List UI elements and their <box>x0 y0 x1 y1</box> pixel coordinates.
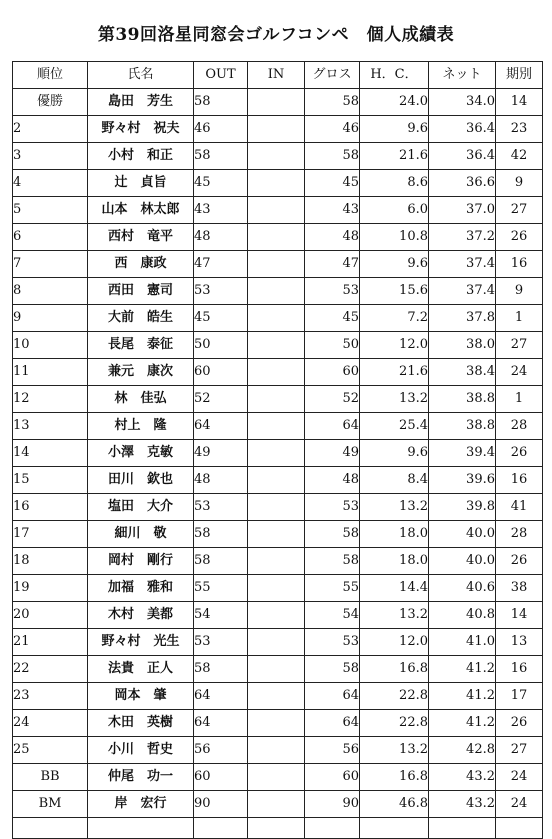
term-cell: 42 <box>496 143 543 170</box>
hc-cell: 8.6 <box>360 170 429 197</box>
hc-cell: 25.4 <box>360 413 429 440</box>
gross-cell: 50 <box>305 332 360 359</box>
name-cell: 山本 林太郎 <box>88 197 194 224</box>
net-cell: 36.6 <box>429 170 496 197</box>
gross-cell: 64 <box>305 710 360 737</box>
out-cell: 55 <box>194 575 248 602</box>
rank-cell: 11 <box>13 359 88 386</box>
hc-cell: 22.8 <box>360 683 429 710</box>
net-cell: 36.4 <box>429 143 496 170</box>
table-row <box>13 386 543 413</box>
name-cell: 野々村 光生 <box>88 629 194 656</box>
table-row <box>13 656 543 683</box>
page-title: 第39回洛星同窓会ゴルフコンペ 個人成績表 <box>97 25 455 45</box>
rank-cell: 19 <box>13 575 88 602</box>
name-cell: 細川 敬 <box>88 521 194 548</box>
term-cell: 16 <box>496 251 543 278</box>
hc-cell: 6.0 <box>360 197 429 224</box>
out-cell: 64 <box>194 710 248 737</box>
net-cell: 43.2 <box>429 791 496 818</box>
hc-cell: 18.0 <box>360 548 429 575</box>
rank-cell: 3 <box>13 143 88 170</box>
term-cell: 24 <box>496 764 543 791</box>
out-cell: 54 <box>194 602 248 629</box>
hc-cell: 7.2 <box>360 305 429 332</box>
name-cell: 塩田 大介 <box>88 494 194 521</box>
term-cell: 24 <box>496 791 543 818</box>
name-cell: 小村 和正 <box>88 143 194 170</box>
term-cell: 41 <box>496 494 543 521</box>
hc-cell: 13.2 <box>360 386 429 413</box>
out-cell: 64 <box>194 413 248 440</box>
hc-cell: 16.8 <box>360 764 429 791</box>
rank-cell: 優勝 <box>13 89 88 116</box>
hc-cell: 12.0 <box>360 332 429 359</box>
table-row <box>13 197 543 224</box>
gross-cell: 60 <box>305 764 360 791</box>
gross-cell: 58 <box>305 521 360 548</box>
term-cell: 38 <box>496 575 543 602</box>
in-cell <box>248 89 305 116</box>
name-cell: 岡村 剛行 <box>88 548 194 575</box>
net-cell: 39.6 <box>429 467 496 494</box>
table-row <box>13 467 543 494</box>
net-cell: 41.2 <box>429 683 496 710</box>
net-cell: 37.8 <box>429 305 496 332</box>
gross-cell: 53 <box>305 494 360 521</box>
out-cell: 47 <box>194 251 248 278</box>
term-cell: 28 <box>496 521 543 548</box>
term-cell: 13 <box>496 629 543 656</box>
term-cell: 14 <box>496 89 543 116</box>
table-row <box>13 764 543 791</box>
empty-cell <box>194 818 248 839</box>
in-cell <box>248 602 305 629</box>
table-row <box>13 521 543 548</box>
out-cell: 58 <box>194 656 248 683</box>
hc-cell: 9.6 <box>360 251 429 278</box>
rank-cell: 21 <box>13 629 88 656</box>
in-cell <box>248 278 305 305</box>
hc-cell: 13.2 <box>360 602 429 629</box>
net-cell: 39.8 <box>429 494 496 521</box>
table-row <box>13 737 543 764</box>
rank-cell: 4 <box>13 170 88 197</box>
name-cell: 野々村 祝夫 <box>88 116 194 143</box>
table-row <box>13 305 543 332</box>
in-cell <box>248 224 305 251</box>
out-cell: 58 <box>194 548 248 575</box>
header-row <box>13 62 543 89</box>
in-cell <box>248 170 305 197</box>
net-cell: 38.8 <box>429 386 496 413</box>
empty-cell <box>13 818 88 839</box>
out-cell: 45 <box>194 305 248 332</box>
hc-cell: 22.8 <box>360 710 429 737</box>
term-cell: 27 <box>496 737 543 764</box>
header-out: OUT <box>194 62 248 89</box>
rank-cell: 15 <box>13 467 88 494</box>
net-cell: 41.2 <box>429 656 496 683</box>
net-cell: 40.6 <box>429 575 496 602</box>
rank-cell: 14 <box>13 440 88 467</box>
rank-cell: 8 <box>13 278 88 305</box>
table-row <box>13 629 543 656</box>
table-row <box>13 791 543 818</box>
name-cell: 木村 美都 <box>88 602 194 629</box>
net-cell: 43.2 <box>429 764 496 791</box>
header-net: ネット <box>429 62 496 89</box>
empty-cell <box>305 818 360 839</box>
gross-cell: 45 <box>305 170 360 197</box>
hc-cell: 8.4 <box>360 467 429 494</box>
in-cell <box>248 386 305 413</box>
net-cell: 39.4 <box>429 440 496 467</box>
rank-cell: 17 <box>13 521 88 548</box>
hc-cell: 18.0 <box>360 521 429 548</box>
out-cell: 58 <box>194 143 248 170</box>
rank-cell: BB <box>13 764 88 791</box>
gross-cell: 48 <box>305 224 360 251</box>
results-table <box>12 61 543 839</box>
header-rank: 順位 <box>13 62 88 89</box>
name-cell: 加福 雅和 <box>88 575 194 602</box>
term-cell: 27 <box>496 197 543 224</box>
hc-cell: 46.8 <box>360 791 429 818</box>
rank-cell: 20 <box>13 602 88 629</box>
name-cell: 西 康政 <box>88 251 194 278</box>
rank-cell: 2 <box>13 116 88 143</box>
out-cell: 53 <box>194 278 248 305</box>
in-cell <box>248 710 305 737</box>
term-cell: 23 <box>496 116 543 143</box>
gross-cell: 46 <box>305 116 360 143</box>
out-cell: 45 <box>194 170 248 197</box>
table-row <box>13 224 543 251</box>
hc-cell: 13.2 <box>360 737 429 764</box>
out-cell: 60 <box>194 764 248 791</box>
hc-cell: 14.4 <box>360 575 429 602</box>
in-cell <box>248 413 305 440</box>
gross-cell: 55 <box>305 575 360 602</box>
in-cell <box>248 629 305 656</box>
term-cell: 16 <box>496 467 543 494</box>
name-cell: 島田 芳生 <box>88 89 194 116</box>
net-cell: 37.4 <box>429 278 496 305</box>
rank-cell: 18 <box>13 548 88 575</box>
in-cell <box>248 494 305 521</box>
rank-cell: 12 <box>13 386 88 413</box>
net-cell: 41.2 <box>429 710 496 737</box>
rank-cell: 6 <box>13 224 88 251</box>
hc-cell: 13.2 <box>360 494 429 521</box>
in-cell <box>248 791 305 818</box>
name-cell: 西村 竜平 <box>88 224 194 251</box>
in-cell <box>248 359 305 386</box>
net-cell: 37.2 <box>429 224 496 251</box>
name-cell: 小澤 克敏 <box>88 440 194 467</box>
header-term: 期別 <box>496 62 543 89</box>
name-cell: 仲尾 功一 <box>88 764 194 791</box>
out-cell: 46 <box>194 116 248 143</box>
table-row <box>13 683 543 710</box>
empty-cell <box>429 818 496 839</box>
term-cell: 28 <box>496 413 543 440</box>
name-cell: 兼元 康次 <box>88 359 194 386</box>
net-cell: 40.0 <box>429 521 496 548</box>
empty-cell <box>496 818 543 839</box>
hc-cell: 12.0 <box>360 629 429 656</box>
name-cell: 西田 憲司 <box>88 278 194 305</box>
table-row <box>13 143 543 170</box>
rank-cell: 10 <box>13 332 88 359</box>
net-cell: 41.0 <box>429 629 496 656</box>
table-row <box>13 278 543 305</box>
name-cell: 長尾 泰征 <box>88 332 194 359</box>
in-cell <box>248 737 305 764</box>
in-cell <box>248 332 305 359</box>
gross-cell: 64 <box>305 413 360 440</box>
term-cell: 27 <box>496 332 543 359</box>
gross-cell: 48 <box>305 467 360 494</box>
gross-cell: 47 <box>305 251 360 278</box>
in-cell <box>248 521 305 548</box>
empty-cell <box>88 818 194 839</box>
in-cell <box>248 764 305 791</box>
rank-cell: BM <box>13 791 88 818</box>
in-cell <box>248 305 305 332</box>
term-cell: 1 <box>496 305 543 332</box>
header-name: 氏名 <box>88 62 194 89</box>
out-cell: 64 <box>194 683 248 710</box>
empty-row <box>13 818 543 839</box>
net-cell: 37.4 <box>429 251 496 278</box>
gross-cell: 58 <box>305 656 360 683</box>
out-cell: 52 <box>194 386 248 413</box>
gross-cell: 56 <box>305 737 360 764</box>
out-cell: 50 <box>194 332 248 359</box>
table-row <box>13 575 543 602</box>
term-cell: 24 <box>496 359 543 386</box>
term-cell: 14 <box>496 602 543 629</box>
in-cell <box>248 575 305 602</box>
net-cell: 38.8 <box>429 413 496 440</box>
gross-cell: 58 <box>305 89 360 116</box>
rank-cell: 13 <box>13 413 88 440</box>
hc-cell: 24.0 <box>360 89 429 116</box>
in-cell <box>248 251 305 278</box>
net-cell: 42.8 <box>429 737 496 764</box>
hc-cell: 10.8 <box>360 224 429 251</box>
name-cell: 法貴 正人 <box>88 656 194 683</box>
table-row <box>13 494 543 521</box>
out-cell: 48 <box>194 224 248 251</box>
term-cell: 26 <box>496 548 543 575</box>
header-hc: H．C． <box>360 62 429 89</box>
in-cell <box>248 467 305 494</box>
table-row <box>13 359 543 386</box>
table-row <box>13 251 543 278</box>
term-cell: 1 <box>496 386 543 413</box>
term-cell: 9 <box>496 170 543 197</box>
out-cell: 49 <box>194 440 248 467</box>
gross-cell: 53 <box>305 278 360 305</box>
rank-cell: 23 <box>13 683 88 710</box>
hc-cell: 9.6 <box>360 116 429 143</box>
gross-cell: 60 <box>305 359 360 386</box>
name-cell: 辻 貞旨 <box>88 170 194 197</box>
rank-cell: 9 <box>13 305 88 332</box>
in-cell <box>248 656 305 683</box>
rank-cell: 25 <box>13 737 88 764</box>
name-cell: 岸 宏行 <box>88 791 194 818</box>
net-cell: 38.0 <box>429 332 496 359</box>
out-cell: 58 <box>194 89 248 116</box>
term-cell: 16 <box>496 656 543 683</box>
table-row <box>13 440 543 467</box>
out-cell: 90 <box>194 791 248 818</box>
in-cell <box>248 440 305 467</box>
header-gross: グロス <box>305 62 360 89</box>
hc-cell: 9.6 <box>360 440 429 467</box>
table-row <box>13 89 543 116</box>
name-cell: 田川 欽也 <box>88 467 194 494</box>
out-cell: 43 <box>194 197 248 224</box>
out-cell: 53 <box>194 629 248 656</box>
gross-cell: 45 <box>305 305 360 332</box>
name-cell: 岡本 肇 <box>88 683 194 710</box>
rank-cell: 16 <box>13 494 88 521</box>
table-row <box>13 602 543 629</box>
hc-cell: 21.6 <box>360 359 429 386</box>
net-cell: 34.0 <box>429 89 496 116</box>
hc-cell: 16.8 <box>360 656 429 683</box>
gross-cell: 64 <box>305 683 360 710</box>
gross-cell: 52 <box>305 386 360 413</box>
out-cell: 53 <box>194 494 248 521</box>
out-cell: 60 <box>194 359 248 386</box>
table-row <box>13 116 543 143</box>
in-cell <box>248 683 305 710</box>
rank-cell: 5 <box>13 197 88 224</box>
empty-cell <box>248 818 305 839</box>
table-row <box>13 332 543 359</box>
gross-cell: 90 <box>305 791 360 818</box>
term-cell: 17 <box>496 683 543 710</box>
gross-cell: 53 <box>305 629 360 656</box>
out-cell: 56 <box>194 737 248 764</box>
out-cell: 48 <box>194 467 248 494</box>
in-cell <box>248 116 305 143</box>
term-cell: 26 <box>496 440 543 467</box>
in-cell <box>248 143 305 170</box>
out-cell: 58 <box>194 521 248 548</box>
gross-cell: 58 <box>305 143 360 170</box>
gross-cell: 58 <box>305 548 360 575</box>
term-cell: 9 <box>496 278 543 305</box>
rank-cell: 22 <box>13 656 88 683</box>
results-body <box>13 89 543 839</box>
table-row <box>13 413 543 440</box>
table-row <box>13 548 543 575</box>
name-cell: 小川 哲史 <box>88 737 194 764</box>
name-cell: 林 佳弘 <box>88 386 194 413</box>
term-cell: 26 <box>496 710 543 737</box>
name-cell: 木田 英樹 <box>88 710 194 737</box>
in-cell <box>248 197 305 224</box>
net-cell: 36.4 <box>429 116 496 143</box>
empty-cell <box>360 818 429 839</box>
name-cell: 村上 隆 <box>88 413 194 440</box>
net-cell: 40.0 <box>429 548 496 575</box>
gross-cell: 54 <box>305 602 360 629</box>
rank-cell: 7 <box>13 251 88 278</box>
gross-cell: 49 <box>305 440 360 467</box>
in-cell <box>248 548 305 575</box>
table-row <box>13 710 543 737</box>
rank-cell: 24 <box>13 710 88 737</box>
term-cell: 26 <box>496 224 543 251</box>
hc-cell: 21.6 <box>360 143 429 170</box>
net-cell: 38.4 <box>429 359 496 386</box>
name-cell: 大前 皓生 <box>88 305 194 332</box>
net-cell: 37.0 <box>429 197 496 224</box>
net-cell: 40.8 <box>429 602 496 629</box>
hc-cell: 15.6 <box>360 278 429 305</box>
table-row <box>13 170 543 197</box>
gross-cell: 43 <box>305 197 360 224</box>
header-in: IN <box>248 62 305 89</box>
